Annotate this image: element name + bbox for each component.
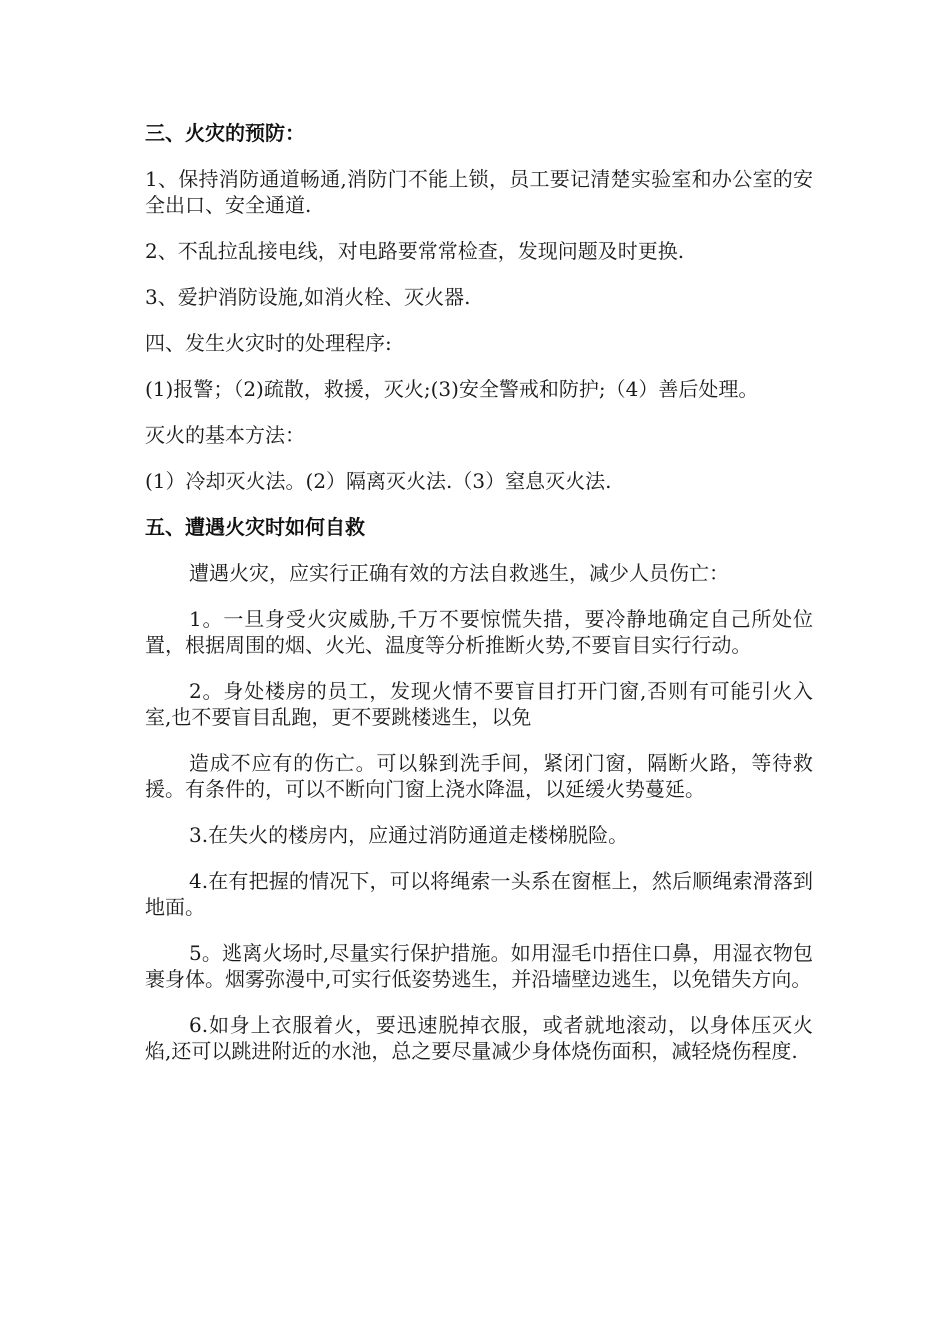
section-5-heading: 五、遭遇火灾时如何自救 (145, 515, 365, 539)
document-body (145, 120, 813, 1084)
section-5-item-6: 6.如身上衣服着火，要迅速脱掉衣服，或者就地滚动，以身体压灭火焰,还可以跳进附近的水池，总之要尽量减少身体烧伤面积，减轻烧伤程度. (145, 1013, 813, 1063)
section-5-item-3: 3.在失火的楼房内，应通过消防通道走楼梯脱险。 (189, 823, 629, 847)
section-3-item-2: 2、不乱拉乱接电线，对电路要常常检查，发现问题及时更换. (145, 239, 685, 263)
section-4-procedure: (1)报警；（2)疏散，救援，灭火;(3)安全警戒和防护;（4）善后处理。 (145, 377, 759, 401)
section-4-methods: (1）冷却灭火法。(2）隔离灭火法.（3）窒息灭火法. (145, 469, 612, 493)
section-4-methods-heading: 灭火的基本方法： (145, 423, 305, 447)
section-4-heading: 四、发生火灾时的处理程序: (145, 331, 392, 355)
section-3-heading: 三、火灾的预防： (145, 121, 305, 145)
section-5-item-5: 5。逃离火场时,尽量实行保护措施。如用湿毛巾捂住口鼻，用湿衣物包裹身体。烟雾弥漫中,可实行低姿势逃生，并沿墙壁边逃生，以免错失方向。 (145, 941, 813, 991)
section-5-intro: 遭遇火灾，应实行正确有效的方法自救逃生，减少人员伤亡： (189, 561, 729, 585)
section-5-item-1: 1。一旦身受火灾威胁,千万不要惊慌失措，要冷静地确定自己所处位置，根据周围的烟、火光、温度等分析推断火势,不要盲目实行行动。 (145, 607, 813, 657)
section-3-item-1: 1、保持消防通道畅通,消防门不能上锁，员工要记清楚实验室和办公室的安全出口、安全通道. (145, 167, 813, 217)
section-5-item-2-continued: 造成不应有的伤亡。可以躲到洗手间，紧闭门窗，隔断火路，等待救援。有条件的，可以不断向门窗上浇水降温，以延缓火势蔓延。 (145, 751, 813, 801)
section-3-item-3: 3、爱护消防设施,如消火栓、灭火器. (145, 285, 471, 309)
section-5-item-2: 2。身处楼房的员工，发现火情不要盲目打开门窗,否则有可能引火入室,也不要盲目乱跑，更不要跳楼逃生，以免 (145, 679, 813, 729)
section-5-item-4: 4.在有把握的情况下，可以将绳索一头系在窗框上，然后顺绳索滑落到地面。 (145, 869, 813, 919)
